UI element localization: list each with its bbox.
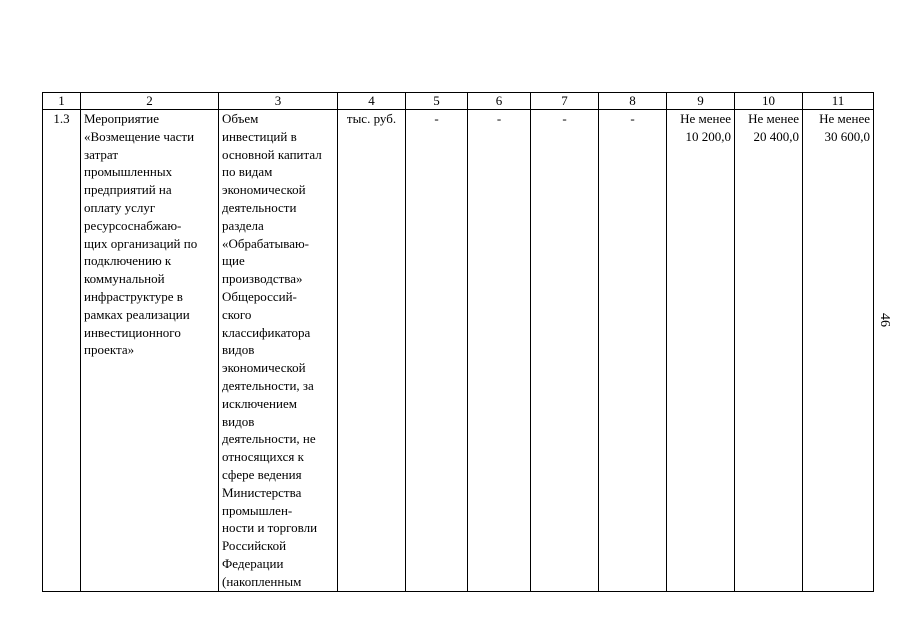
column-number: 11 xyxy=(803,93,874,110)
indicator-line: деятельности xyxy=(222,199,297,215)
column-number: 8 xyxy=(599,93,667,110)
event-line: промышленных xyxy=(84,164,173,180)
column-number: 1 xyxy=(43,93,81,110)
value-cell-11 xyxy=(803,110,874,592)
value-amount: 20 400,0 xyxy=(753,128,799,144)
indicator-line: сфере ведения xyxy=(222,466,302,482)
column-number: 4 xyxy=(338,93,406,110)
event-line: инвестиционного xyxy=(84,324,181,340)
indicator-name-cell xyxy=(219,110,338,592)
event-line: оплату услуг xyxy=(84,199,156,215)
indicator-line: инвестиций в xyxy=(222,128,297,144)
indicator-line: Федерации xyxy=(222,555,284,571)
indicator-line: ности и торговли xyxy=(222,520,318,536)
column-number: 2 xyxy=(81,93,219,110)
row-number-cell: 1.3 xyxy=(43,110,81,592)
indicator-line: Общероссий- xyxy=(222,288,297,304)
event-line: инфраструктуре в xyxy=(84,288,183,304)
value-qualifier: Не менее xyxy=(819,111,870,126)
value-cell-5: - xyxy=(406,110,468,592)
event-line: коммунальной xyxy=(84,271,165,287)
event-line: «Возмещение части xyxy=(84,128,195,144)
indicator-line: Российской xyxy=(222,538,287,554)
event-line: предприятий на xyxy=(84,182,172,198)
column-number: 7 xyxy=(531,93,599,110)
column-number: 3 xyxy=(219,93,338,110)
column-number: 6 xyxy=(468,93,531,110)
indicator-line: производства» xyxy=(222,271,303,287)
column-number: 9 xyxy=(667,93,735,110)
column-number: 10 xyxy=(735,93,803,110)
event-line: Мероприятие xyxy=(84,111,159,126)
value-amount: 30 600,0 xyxy=(824,128,870,144)
event-line: рамках реализации xyxy=(84,306,190,322)
event-line: затрат xyxy=(84,146,119,162)
indicator-line: исключением xyxy=(222,395,297,411)
event-line: проекта» xyxy=(84,342,135,358)
value-cell-6: - xyxy=(468,110,531,592)
column-number: 5 xyxy=(406,93,468,110)
indicator-line: Министерства xyxy=(222,484,302,500)
value-amount: 10 200,0 xyxy=(685,128,731,144)
indicator-line: промышлен- xyxy=(222,502,293,518)
indicator-line: классификатора xyxy=(222,324,311,340)
indicator-line: деятельности, за xyxy=(222,377,314,393)
event-line: подключению к xyxy=(84,253,172,269)
indicator-line: «Обрабатываю- xyxy=(222,235,310,251)
page-number: 46 xyxy=(877,313,892,327)
event-line: щих организаций по xyxy=(84,235,198,251)
indicator-line: раздела xyxy=(222,217,264,233)
table-row xyxy=(43,110,874,592)
indicator-line: основной капитал xyxy=(222,146,322,162)
event-name-cell xyxy=(81,110,219,592)
indicator-line: Объем xyxy=(222,111,259,126)
value-cell-7: - xyxy=(531,110,599,592)
value-cell-10 xyxy=(735,110,803,592)
unit-cell: тыс. руб. xyxy=(338,110,406,592)
value-qualifier: Не менее xyxy=(748,111,799,126)
indicator-line: по видам xyxy=(222,164,273,180)
indicator-line: видов xyxy=(222,413,255,429)
column-number-row xyxy=(43,93,874,110)
indicator-line: щие xyxy=(222,253,245,269)
indicator-line: относящихся к xyxy=(222,449,304,465)
value-cell-9 xyxy=(667,110,735,592)
indicator-line: экономической xyxy=(222,360,306,376)
indicator-table xyxy=(42,92,874,592)
event-line: ресурсоснабжаю- xyxy=(84,217,182,233)
indicator-line: деятельности, не xyxy=(222,431,316,447)
indicator-line: видов xyxy=(222,342,255,358)
indicator-line: (накопленным xyxy=(222,573,302,589)
indicator-line: ского xyxy=(222,306,252,322)
value-cell-8: - xyxy=(599,110,667,592)
value-qualifier: Не менее xyxy=(680,111,731,126)
indicator-line: экономической xyxy=(222,182,306,198)
